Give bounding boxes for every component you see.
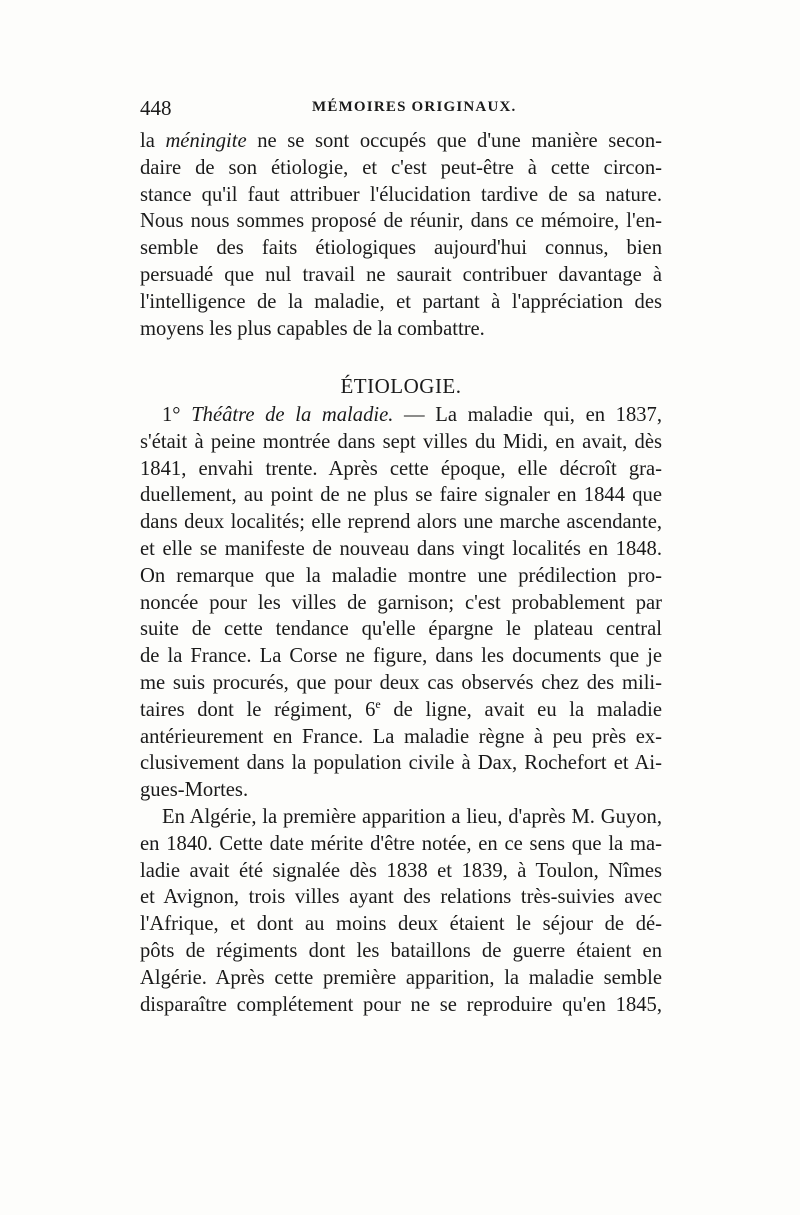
text-line: antérieurement en France. La maladie règne à peu près ex- <box>140 725 662 748</box>
paragraph-intro <box>140 128 662 342</box>
text-fragment: — La maladie qui, en 1837, <box>393 404 663 426</box>
text-line <box>140 402 662 429</box>
text-line: Nous nous sommes proposé de réunir, dans ce mémoire, l'en- <box>140 210 662 233</box>
section-heading: ÉTIOLOGIE. <box>340 374 462 398</box>
page-number: 448 <box>140 96 172 120</box>
text-line: duellement, au point de ne plus se faire signaler en 1844 que <box>140 484 662 507</box>
text-fragment: taires dont le régiment, 6 <box>140 698 376 721</box>
text-fragment: ne se sont occupés que d'une manière secon- <box>246 130 662 152</box>
text-line: persuadé que nul travail ne saurait contribuer davantage à <box>140 263 662 286</box>
text-line: 1841, envahi trente. Après cette époque, elle décroît gra- <box>140 457 662 480</box>
text-line: clusivement dans la population civile à Dax, Rochefort et Ai- <box>140 752 662 775</box>
text-line: suite de cette tendance qu'elle épargne le plateau central <box>140 618 662 641</box>
section-number: 1° <box>162 404 192 426</box>
text-line: On remarque que la maladie montre une prédilection pro- <box>140 564 662 587</box>
text-line: dans deux localités; elle reprend alors une marche ascendante, <box>140 511 662 534</box>
text-line: s'était à peine montrée dans sept villes du Midi, en avait, dès <box>140 430 662 453</box>
text-line: en 1840. Cette date mérite d'être notée, en ce sens que la ma- <box>140 832 662 855</box>
paragraph-theatre <box>140 402 662 1018</box>
superscript: e <box>375 696 381 711</box>
text-line <box>140 128 662 155</box>
subsection-title: Théâtre de la maladie. <box>191 404 394 426</box>
text-line: ladie avait été signalée dès 1838 et 1839, à Toulon, Nîmes <box>140 859 662 882</box>
text-line: et Avignon, trois villes ayant des relations très-suivies avec <box>140 886 662 909</box>
text-line: disparaître complétement pour ne se reproduire qu'en 1845, <box>140 993 662 1016</box>
text-fragment: de ligne, avait eu la maladie <box>380 698 662 721</box>
text-line <box>140 697 662 724</box>
text-line: l'intelligence de la maladie, et partant à l'appréciation des <box>140 290 662 313</box>
running-title: MÉMOIRES ORIGINAUX. <box>312 99 517 115</box>
text-line: et elle se manifeste de nouveau dans vingt localités en 1848. <box>140 537 662 560</box>
text-line: daire de son étiologie, et c'est peut-être à cette circon- <box>140 156 662 179</box>
text-line: noncée pour les villes de garnison; c'est probablement par <box>140 591 662 614</box>
text-line: En Algérie, la première apparition a lieu, d'après M. Guyon, <box>162 805 662 828</box>
text-line: pôts de régiments dont les bataillons de guerre étaient en <box>140 939 662 962</box>
text-line: stance qu'il faut attribuer l'élucidation tardive de sa nature. <box>140 183 662 206</box>
text-line: l'Afrique, et dont au moins deux étaient le séjour de dé- <box>140 913 662 936</box>
text-line: moyens les plus capables de la combattre. <box>140 317 485 340</box>
text-line: me suis procurés, que pour deux cas observés chez des mili- <box>140 671 662 694</box>
text-line: gues-Mortes. <box>140 779 249 802</box>
page-header <box>140 96 662 126</box>
emphasis-term: méningite <box>165 130 247 152</box>
text-line: semble des faits étiologiques aujourd'hui connus, bien <box>140 237 662 260</box>
text-line: de la France. La Corse ne figure, dans les documents que je <box>140 645 662 668</box>
text-fragment: la <box>140 130 166 152</box>
text-line: Algérie. Après cette première apparition, la maladie semble <box>140 966 662 989</box>
